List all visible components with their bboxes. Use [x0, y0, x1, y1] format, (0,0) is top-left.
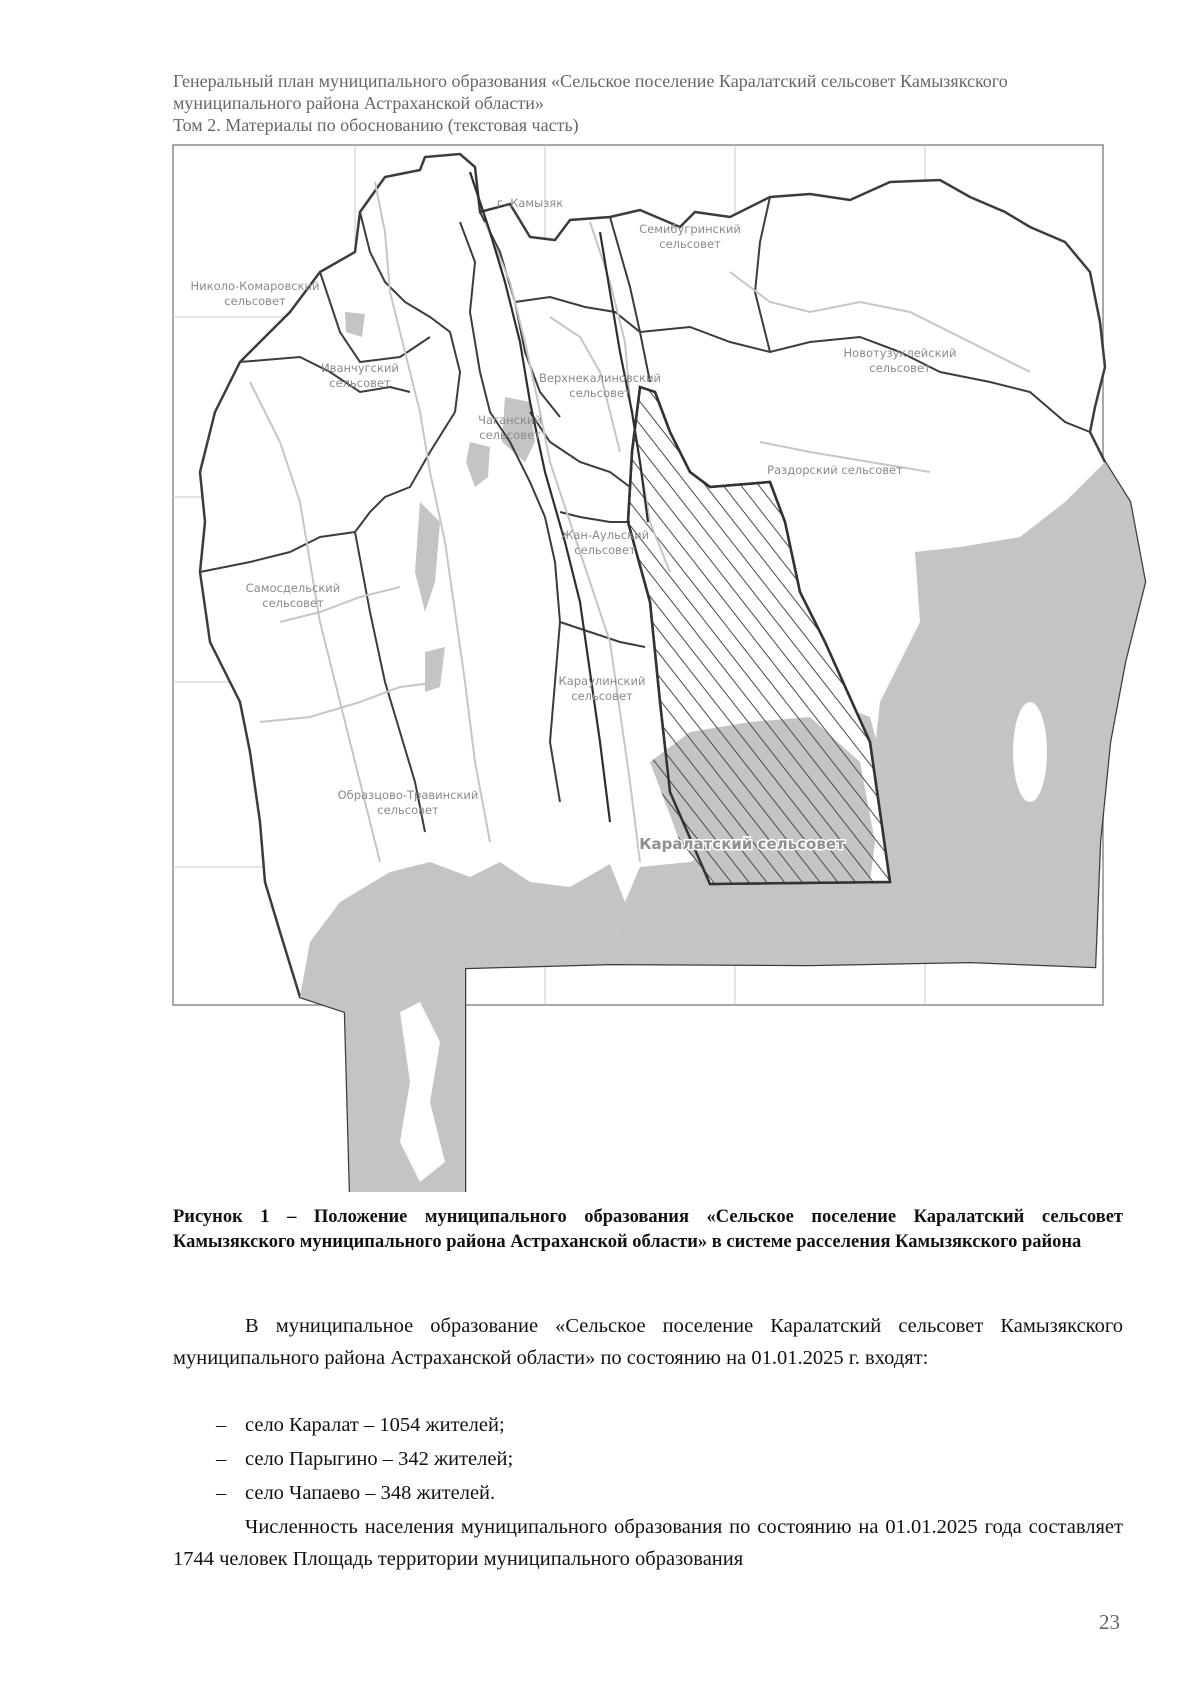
label-nikolo-2: сельсовет — [224, 294, 286, 308]
list-item-text: село Каралат – 1054 жителей; — [245, 1414, 505, 1436]
label-ivanchug-2: сельсовет — [329, 376, 391, 390]
label-samosdel-2: сельсовет — [262, 596, 324, 610]
label-semibugry-1: Семибугринский — [639, 222, 741, 236]
label-chagan-1: Чаганский — [478, 413, 542, 427]
label-novotuzukley-1: Новотузуклейский — [843, 346, 957, 360]
paragraph-1: В муниципальное образование «Сельское поселение Каралатский сельсовет Камызякского муниципального района Астраханской области» по состоянию на 01.01.2025 г. входят: — [173, 1315, 1123, 1369]
list-item — [173, 1442, 1123, 1476]
header-line-3: Том 2. Материалы по обоснованию (текстовая часть) — [173, 115, 579, 135]
list-dash: – — [216, 1482, 227, 1504]
label-karaulin-1: Караулинский — [558, 674, 646, 688]
settlement-list — [173, 1408, 1123, 1510]
district-map — [170, 142, 1170, 1192]
label-verkhnekalin-1: Верхнекалиновский — [538, 371, 662, 385]
label-chagan-2: сельсовет — [479, 428, 541, 442]
label-verkhnekalin-2: сельсовет — [569, 386, 631, 400]
label-karalat: Каралатский сельсовет — [639, 835, 845, 853]
figure-caption: Рисунок 1 – Положение муниципального образования «Сельское поселение Каралатский сельсовет Камызякского муниципального района Астраханской области» в системе расселения Камызякского района — [173, 1207, 1123, 1252]
label-ivanchug-1: Иванчугский — [321, 361, 399, 375]
header-line-2: муниципального района Астраханской области» — [173, 93, 544, 113]
label-novotuzukley-2: сельсовет — [869, 361, 931, 375]
label-nikolo-1: Николо-Комаровский — [190, 279, 320, 293]
label-zhanaul-1: Жан-Аульский — [560, 528, 650, 542]
label-obraztsovo-2: сельсовет — [377, 803, 439, 817]
label-razdor: Раздорский сельсовет — [767, 463, 903, 477]
label-obraztsovo-1: Образцово-Травинский — [337, 788, 479, 802]
list-item — [173, 1408, 1123, 1442]
header-line-1: Генеральный план муниципального образования «Сельское поселение Каралатский сельсовет Камызякского — [173, 71, 1008, 91]
paragraph-2: Численность населения муниципального образования по состоянию на 01.01.2025 года составляет 1744 человек Площадь территории муниципального образования — [173, 1516, 1123, 1570]
list-item-text: село Парыгино – 342 жителей; — [245, 1448, 514, 1470]
label-samosdel-1: Самосдельский — [245, 581, 341, 595]
label-zhanaul-2: сельсовет — [574, 543, 636, 557]
list-item — [173, 1476, 1123, 1510]
label-karaulin-2: сельсовет — [571, 689, 633, 703]
list-dash: – — [216, 1448, 227, 1470]
label-semibugry-2: сельсовет — [659, 237, 721, 251]
list-dash: – — [216, 1414, 227, 1436]
label-kamyzyak: г. Камызяк — [496, 196, 564, 210]
list-item-text: село Чапаево – 348 жителей. — [245, 1482, 496, 1504]
district-map-svg — [170, 142, 1170, 1192]
page-number: 23 — [1099, 1610, 1120, 1634]
lake — [1013, 702, 1047, 802]
page-header — [173, 70, 1133, 136]
